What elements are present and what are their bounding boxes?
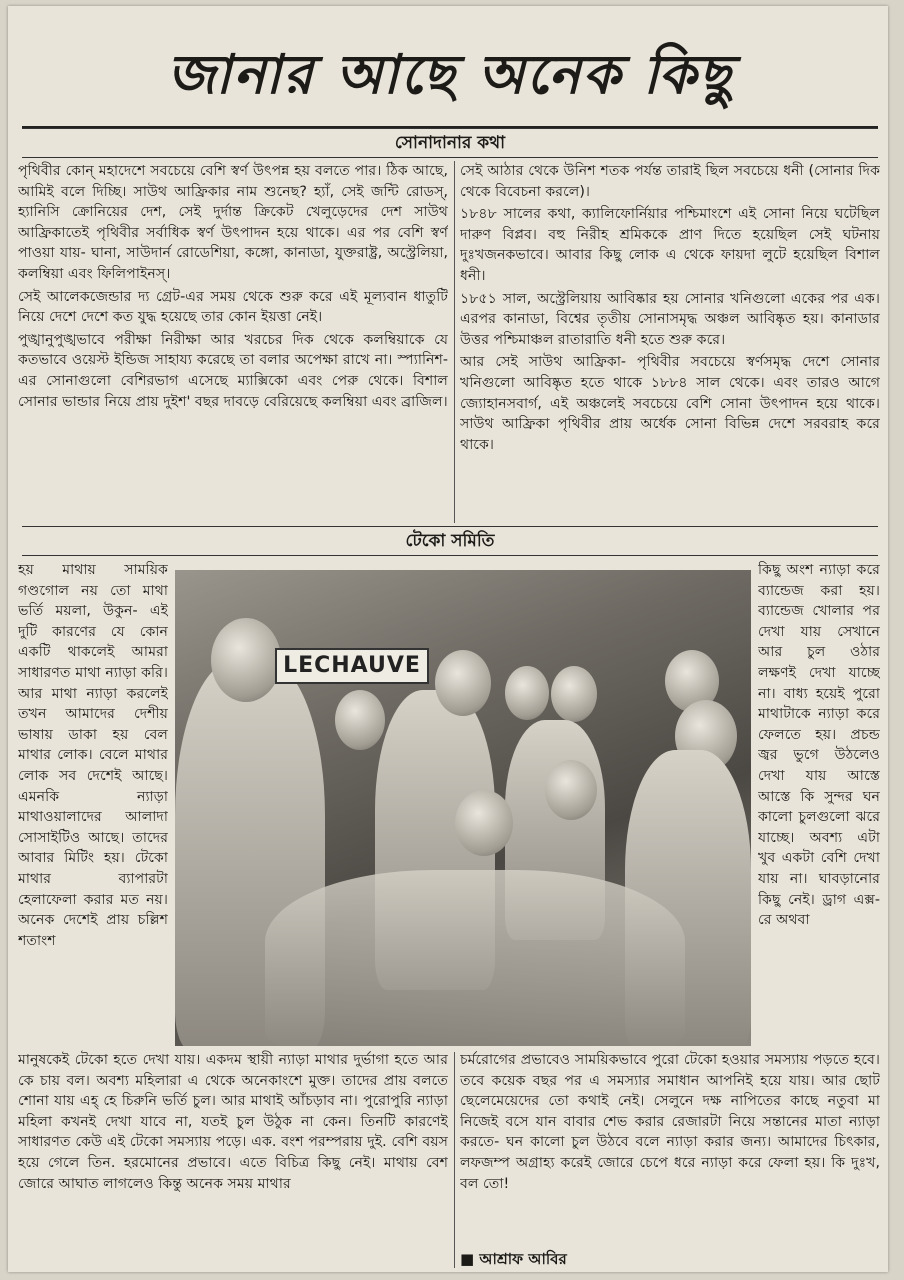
gold-paragraph: ১৮৫১ সাল, অস্ট্রেলিয়ায় আবিষ্কার হয় সোনার খনিগুলো একের পর এক। এরপর কানাডা, বিশ্বের তৃতীয় সোনাসমৃদ্ধ অঞ্চল আবিষ্কৃত হয়। কানাডার উত্তর পশ্চিমাঞ্চল রাতারাতি ধনী হতে শুরু করে। [460, 290, 880, 348]
photo-sign: LECHAUVE [275, 648, 429, 684]
section-heading-bald-text: টেকো সমিতি [398, 531, 503, 551]
gold-left-column [18, 161, 448, 521]
bald-left-narrow-column [18, 560, 168, 1050]
bald-bottom-left-column [18, 1050, 448, 1270]
bald-society-photo [175, 570, 751, 1046]
masthead [22, 26, 878, 129]
bald-bottom-right-column [460, 1050, 880, 1246]
section-heading-gold-text: সোনাদানার কথা [387, 133, 513, 153]
gold-paragraph: পৃথিবীর কোন্ মহাদেশে সবচেয়ে বেশি স্বর্ণ উৎপন্ন হয় বলতে পার। ঠিক আছে, আমিই বলে দিচ্ছি। সাউথ আফ্রিকার নাম শুনেছ? হ্যাঁ, সেই জন্টি রোডস্, হ্যানিসি ক্রোনিয়ের দেশ, সেই দুর্দান্ত ক্রিকেট খেলুড়েদের দেশ সাউথ আফ্রিকাতেই পৃথিবীর সর্বাধিক স্বর্ণ উৎপাদন হয়ে থাকে। এর পর বেশি স্বর্ণ পাওয়া যায়- ঘানা, সাউদার্ন রোডেশিয়া, কঙ্গো, কানাডা, যুক্তরাষ্ট্র, অস্ট্রেলিয়া, কলম্বিয়া এবং ফিলিপাইনস্। [18, 163, 448, 282]
bald-right-narrow-column [758, 560, 880, 1050]
section-heading-gold [22, 128, 878, 158]
bald-paragraph: কিছু অংশ ন্যাড়া করে ব্যান্ডেজ করা হয়। ব্যান্ডেজ খোলার পর দেখা যায় সেখানে আর চুল ওঠার লক্ষণই দেখা যাচ্ছে না। বাধ্য হয়েই পুরো মাথাটাকে ন্যাড়া করে ফেলতে হয়। প্রচন্ড জ্বর ভুগে উঠলেও দেখা যায় আস্তে আস্তে কি সুন্দর ঘন কালো চুলগুলো ঝরে যাচ্ছে। অবশ্য এটা খুব একটা বেশি দেখা যায় না। ঘাবড়ানোর কিছু নেই। ড্রাগ এক্স-রে অথবা [758, 562, 880, 929]
gold-paragraph: সেই আলেকজেন্ডার দ্য গ্রেট-এর সময় থেকে শুরু করে এই মূল্যবান ধাতুটি নিয়ে দেশে দেশে কত যুদ্ধ হয়েছে তার কোন ইয়ত্তা নেই। [18, 288, 448, 326]
column-divider [454, 1052, 455, 1268]
gold-paragraph: ১৮৪৮ সালের কথা, ক্যালিফোর্নিয়ার পশ্চিমাংশে এই সোনা নিয়ে ঘটেছিল দারুণ বিপ্লব। বহু নিরীহ শ্রমিককে প্রাণ দিতে হয়েছিল সেই ঘটনায় দুঃখজনকভাবে। আবার কিছু লোক এ থেকে ফায়দা লুটে হয়েছিল বিশাল ধনী। [460, 206, 880, 284]
bald-paragraph: মানুষকেই টেকো হতে দেখা যায়। একদম স্থায়ী ন্যাড়া মাথার দুর্ভাগা হতে আর কে চায় বল। অবশ্য মহিলারা এ থেকে অনেকাংশে মুক্ত। তাদের প্রায় বলতে শোনা যায় এহ্ হে চিরুনি ভর্তি চুল। আর মাথাই আঁচড়াব না। পুরোপুরি ন্যাড়া মহিলা কখনই দেখা যাবে না, যতই চুল উঠুক না কেন। তিনটি কারণেই সাধারণত কেউ এই টেকো সমস্যায় পড়ে। এক. বংশ পরম্পরায় দুই. বেশি বয়স হয়ে গেলে তিন. হরমোনের প্রভাবে। এতে বিচিত্র কিছু নেই। মাথায় বেশ জোরে আঘাত লাগলেও কিন্তু অনেক সময় মাথার [18, 1052, 448, 1192]
gold-paragraph: সেই আঠার থেকে উনিশ শতক পর্যন্ত তারাই ছিল সবচেয়ে ধনী (সোনার দিক থেকে বিবেচনা করলে)। [460, 163, 880, 200]
gold-paragraph: পুঙ্খানুপুঙ্খভাবে পরীক্ষা নিরীক্ষা আর খরচের দিক থেকে কলম্বিয়াকে যে কতভাবে ওয়েস্ট ইন্ডিজ সাহায্য করেছে তা বলার অপেক্ষা রাখে না। স্প্যানিশ-এর সোনাগুলো বেশিরভাগ এসেছে ম্যাক্সিকো এবং পেরু থেকে। বিশাল সোনার ভান্ডার নিয়ে প্রায় দুইশ' বছর দাবড়ে বেরিয়েছে কলম্বিয়া এবং ব্রাজিল। [18, 331, 448, 410]
bald-paragraph: চর্মরোগের প্রভাবেও সাময়িকভাবে পুরো টেকো হওয়ার সমস্যায় পড়তে হবে। তবে কয়েক বছর পর এ সমস্যার সমাধান আপনিই হয়ে যায়। আর ছোট ছেলেমেয়েদের তো কথাই নেই। সেলুনে দক্ষ নাপিতের কাছে নতুবা মা নিজেই বসে যান বাবার শেভ করার রেজারটা নিয়ে সন্তানের মাতা ন্যাড়া করতে- ঘন কালো চুল উঠবে বলে ন্যাড়া করার জন্য। আমাদের চিৎকার, লফজম্প অগ্রাহ্য করেই জোরে চেপে ধরে ন্যাড়া করে ফেলা হয়। কি দুঃখ, বল তো! [460, 1052, 880, 1192]
bald-paragraph: হয় মাথায় সাময়িক গণ্ডগোল নয় তো মাথা ভর্তি ময়লা, উকুন- এই দুটি কারণের যে কোন একটি থাকলেই আমরা সাধারণত মাথা ন্যাড়া করি। আর মাথা ন্যাড়া করলেই তখন আমাদের দেশীয় ভাষায় ডাকা হয় বেল মাথার লোক। বেলে মাথার লোক সব দেশেই আছে। এমনকি ন্যাড়া মাথাওয়ালাদের আলাদা সোসাইটিও আছে। তাদের আবার মিটিং হয়। টেকো মাথার ব্যাপারটা হেলাফেলা করার মত নয়। অনেক দেশেই প্রায় চল্লিশ শতাংশ [18, 562, 168, 949]
newspaper-clipping [8, 6, 888, 1272]
gold-right-column [460, 161, 880, 521]
section-heading-bald [22, 526, 878, 556]
author-byline: ■ আশ্রাফ আবির [460, 1250, 567, 1268]
column-divider [454, 161, 455, 523]
gold-paragraph: আর সেই সাউথ আফ্রিকা- পৃথিবীর সবচেয়ে স্বর্ণসমৃদ্ধ দেশে সোনার খনিগুলো আবিষ্কৃত হতে থাকে ১৮৮৪ সাল থেকে। এবং তারও আগে জ্যোহানসবার্গ, এই অঞ্চলেই সবচেয়ে বেশি সোনা উৎপাদন হয়ে থাকে। সাউথ আফ্রিকা পৃথিবীর প্রায় অর্ধেক সোনা বিভিন্ন দেশে সরবরাহ করে থাকে। [460, 354, 880, 453]
masthead-title: জানার আছে অনেক কিছু [167, 42, 733, 106]
